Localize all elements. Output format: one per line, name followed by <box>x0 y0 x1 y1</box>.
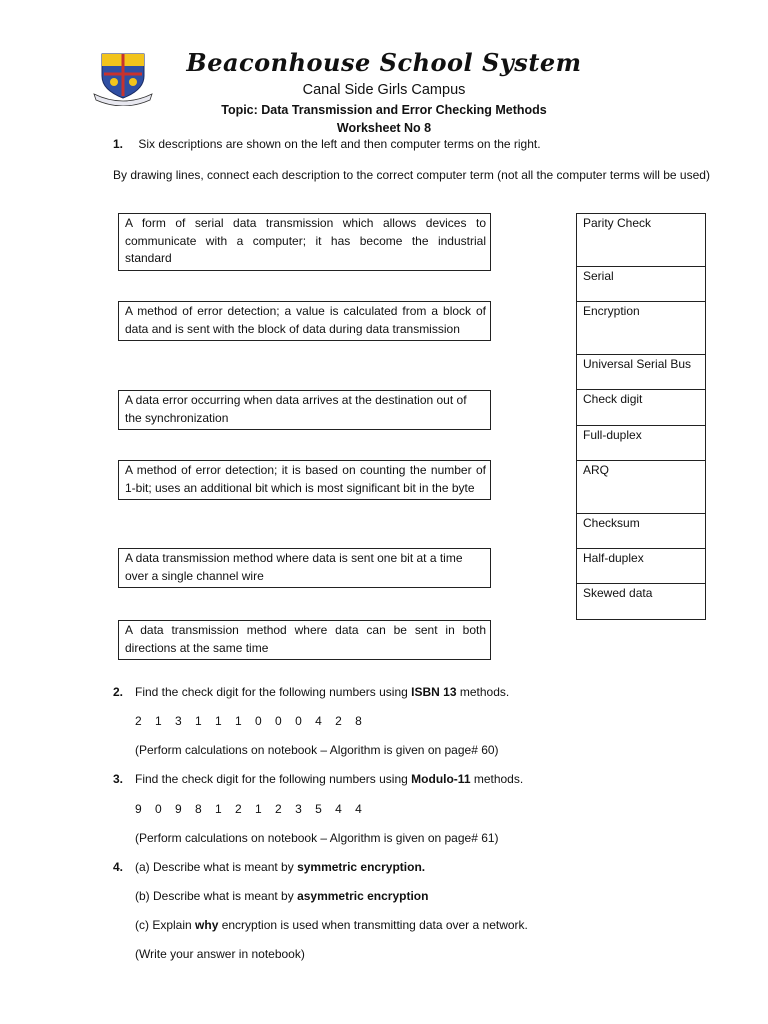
isbn-digits: 2 1 3 1 1 1 0 0 0 4 2 8 <box>135 714 367 728</box>
term-cell: Serial <box>576 266 706 302</box>
question-text-bold: symmetric encryption. <box>297 860 426 874</box>
worksheet-number: Worksheet No 8 <box>336 121 432 135</box>
campus-name: Canal Side Girls Campus <box>302 82 466 98</box>
question-note: (Perform calculations on notebook – Algorithm is given on page# 60) <box>135 743 499 757</box>
question-text: Six descriptions are shown on the left and then computer terms on the right. <box>138 137 541 151</box>
question-number: 4. <box>113 860 124 874</box>
term-cell: Full-duplex <box>576 425 706 461</box>
question-text: (c) Explain <box>135 918 196 932</box>
question-number: 3. <box>113 772 124 786</box>
question-text: methods. <box>456 685 510 699</box>
term-cell: Half-duplex <box>576 548 706 584</box>
topic-heading: Topic: Data Transmission and Error Checking Methods <box>221 103 547 117</box>
question-4c <box>135 918 528 932</box>
question-text: methods. <box>470 772 524 786</box>
question-text-bold: asymmetric encryption <box>297 889 429 903</box>
description-box: A data error occurring when data arrives at the destination out of the synchronization <box>118 390 491 430</box>
question-1 <box>113 137 541 151</box>
description-box: A method of error detection; it is based on counting the number of 1-bit; uses an additional bit which is most significant bit in the byte <box>118 460 491 500</box>
question-text-bold: why <box>195 918 219 932</box>
question-2 <box>113 685 509 699</box>
question-text: encryption is used when transmitting data over a network. <box>218 918 528 932</box>
term-cell: Parity Check <box>576 213 706 267</box>
question-text-bold: ISBN 13 <box>411 685 457 699</box>
question-3 <box>113 772 523 786</box>
question-note: (Write your answer in notebook) <box>135 947 305 961</box>
description-box: A data transmission method where data can be sent in both directions at the same time <box>118 620 491 660</box>
term-cell: Check digit <box>576 389 706 426</box>
term-cell: Checksum <box>576 513 706 549</box>
question-4 <box>113 860 425 874</box>
modulo-digits: 9 0 9 8 1 2 1 2 3 5 4 4 <box>135 802 367 816</box>
term-cell: Skewed data <box>576 583 706 620</box>
question-number: 2. <box>113 685 124 699</box>
school-title: Beaconhouse School System <box>186 48 582 77</box>
term-cell: ARQ <box>576 460 706 514</box>
question-text: Find the check digit for the following numbers using <box>135 772 412 786</box>
term-cell: Universal Serial Bus <box>576 354 706 390</box>
description-box: A form of serial data transmission which allows devices to communicate with a computer; it has become the industrial standard <box>118 213 491 271</box>
question-text: Find the check digit for the following numbers using <box>135 685 412 699</box>
question-1-instruction: By drawing lines, connect each description to the correct computer term (not all the computer terms will be used) <box>113 168 710 182</box>
question-text: (b) Describe what is meant by <box>135 889 298 903</box>
question-text-bold: Modulo-11 <box>411 772 471 786</box>
term-cell: Encryption <box>576 301 706 355</box>
question-number: 1. <box>113 137 124 151</box>
description-box: A data transmission method where data is sent one bit at a time over a single channel wire <box>118 548 491 588</box>
question-4b <box>135 889 428 903</box>
question-text: (a) Describe what is meant by <box>135 860 298 874</box>
description-box: A method of error detection; a value is calculated from a block of data and is sent with the block of data during data transmission <box>118 301 491 341</box>
question-note: (Perform calculations on notebook – Algorithm is given on page# 61) <box>135 831 499 845</box>
